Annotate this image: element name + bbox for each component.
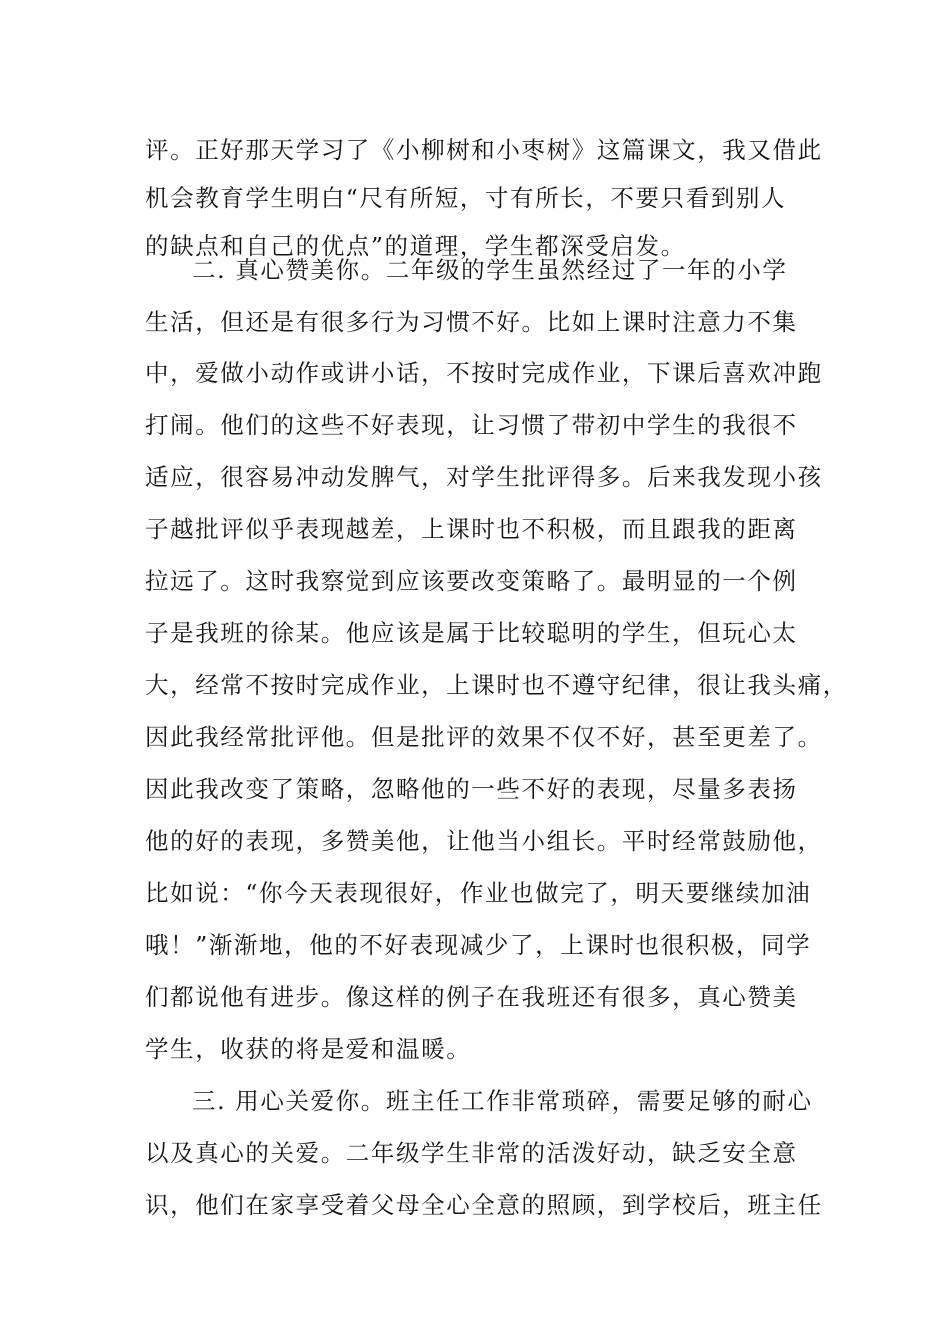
paragraph-3-heading-line: 三. 用心关爱你。班主任工作非常琐碎，需要足够的耐心 <box>192 1087 813 1115</box>
text-line-1: 评。正好那天学习了《小柳树和小枣树》这篇课文，我又借此 <box>145 136 823 164</box>
text-line-7: 打闹。他们的这些不好表现，让习惯了带初中学生的我很不 <box>145 411 798 439</box>
text-line-9: 子越批评似乎表现越差，上课时也不积极，而且跟我的距离 <box>145 515 798 543</box>
paragraph-2-heading-line: 二. 真心赞美你。二年级的学生虽然经过了一年的小学 <box>192 256 788 284</box>
text-line-5: 生活，但还是有很多行为习惯不好。比如上课时注意力不集 <box>145 308 798 336</box>
text-line-21: 以及真心的关爱。二年级学生非常的活泼好动，缺乏安全意 <box>145 1139 798 1167</box>
text-line-13: 因此我经常批评他。但是批评的效果不仅不好，甚至更差了。 <box>145 723 823 751</box>
text-line-3: 的缺点和自己的优点”的道理，学生都深受启发。 <box>145 232 686 260</box>
text-line-15: 他的好的表现，多赞美他，让他当小组长。平时经常鼓励他， <box>145 827 823 855</box>
text-line-18: 们都说他有进步。像这样的例子在我班还有很多，真心赞美 <box>145 983 798 1011</box>
text-line-19: 学生，收获的将是爱和温暖。 <box>145 1035 472 1063</box>
text-line-17: 哦！”渐渐地，他的不好表现减少了，上课时也很积极，同学 <box>145 931 812 959</box>
text-line-6: 中，爱做小动作或讲小话，不按时完成作业，下课后喜欢冲跑 <box>145 359 823 387</box>
text-line-22: 识，他们在家享受着父母全心全意的照顾，到学校后，班主任 <box>145 1191 823 1219</box>
text-line-11: 子是我班的徐某。他应该是属于比较聪明的学生，但玩心太 <box>145 619 798 647</box>
text-line-16: 比如说：“你今天表现很好，作业也做完了，明天要继续加油 <box>145 879 812 907</box>
text-line-14: 因此我改变了策略，忽略他的一些不好的表现，尽量多表扬 <box>145 775 798 803</box>
text-line-12: 大，经常不按时完成作业，上课时也不遵守纪律，很让我头痛， <box>145 671 848 699</box>
text-line-10: 拉远了。这时我察觉到应该要改变策略了。最明显的一个例 <box>145 567 798 595</box>
text-line-2: 机会教育学生明白“尺有所短，寸有所长，不要只看到别人 <box>145 184 787 212</box>
text-line-8: 适应，很容易冲动发脾气，对学生批评得多。后来我发现小孩 <box>145 463 823 491</box>
